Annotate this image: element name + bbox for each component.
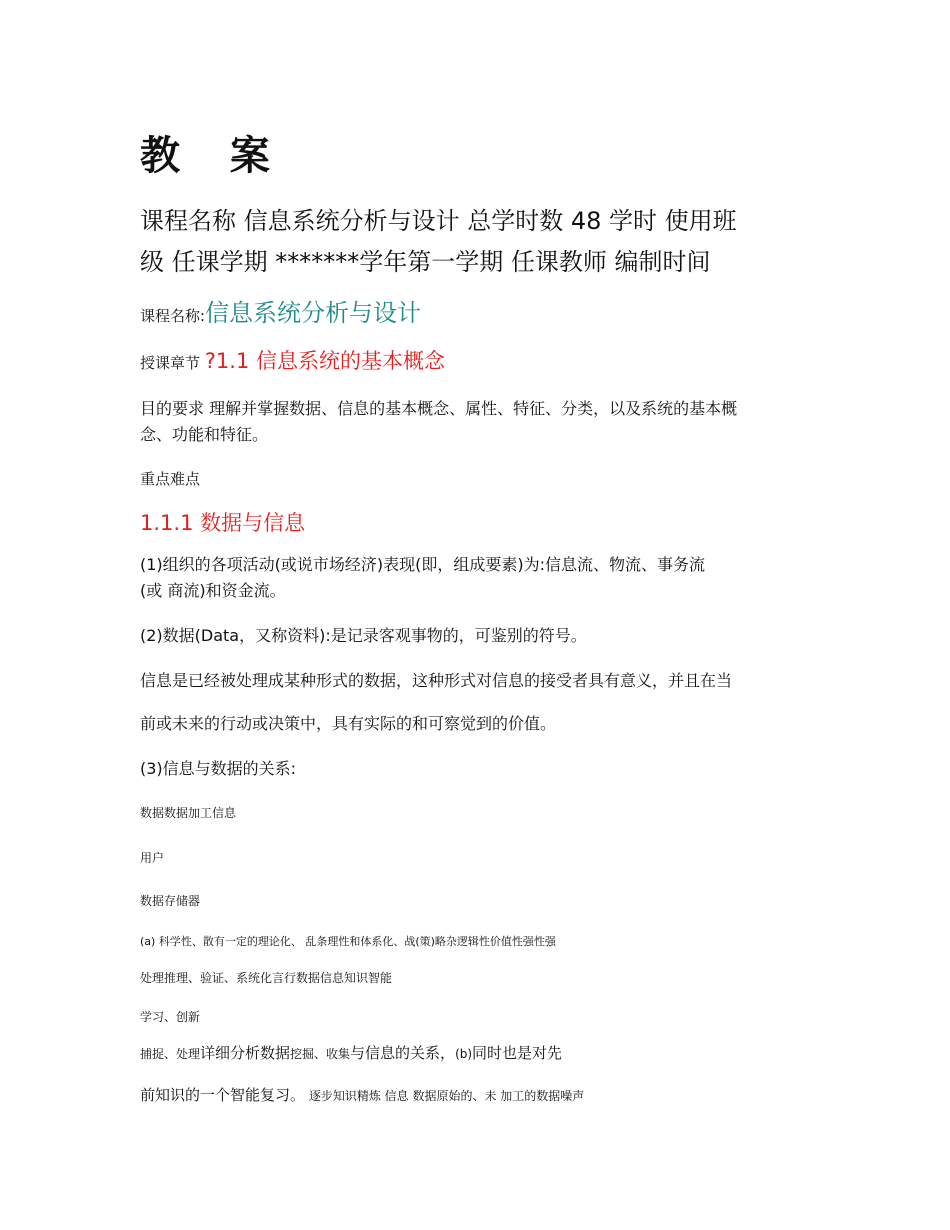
figure-text-6: 学习、创新 — [140, 1010, 201, 1024]
chapter-label: 授课章节 — [140, 354, 205, 372]
figure-text-3: 数据存储器 — [140, 894, 201, 908]
goal-line-2: 念、功能和特征。 — [140, 425, 269, 444]
key-points-heading: 重点难点 — [140, 470, 201, 488]
mixed-line-1 — [140, 1042, 562, 1064]
mixed-text-d: 与信息的关系， — [350, 1044, 456, 1062]
chapter-row — [140, 347, 445, 377]
mixed-text-a: 捕捉、处理 — [140, 1047, 201, 1061]
last-line-small: 逐步知识精炼 信息 数据原始的、未 加工的数据噪声 — [305, 1089, 585, 1103]
course-name-row — [140, 298, 421, 331]
paragraph-3-line-1: 信息是已经被处理成某种形式的数据，这种形式对信息的接受者具有意义，并且在当 — [140, 671, 733, 690]
paragraph-3-line-2: 前或未来的行动或决策中，具有实际的和可察觉到的价值。 — [140, 714, 557, 733]
last-line — [140, 1084, 584, 1106]
section-heading: 1.1.1 数据与信息 — [140, 511, 306, 535]
mixed-text-c: 挖掘、收集 — [290, 1047, 351, 1061]
subtitle-line-1: 课程名称 信息系统分析与设计 总学时数 48 学时 使用班 — [140, 207, 737, 235]
doc-title: 教 案 — [140, 133, 288, 179]
subtitle-line-2: 级 任课学期 *******学年第一学期 任课教师 编制时间 — [140, 248, 711, 276]
paragraph-4: (3)信息与数据的关系: — [140, 759, 297, 778]
figure-text-1: 数据数据加工信息 — [140, 806, 237, 820]
paragraph-1-line-2: (或 商流)和资金流。 — [140, 581, 286, 600]
course-name-value: 信息系统分析与设计 — [205, 299, 422, 327]
paragraph-1-line-1: (1)组织的各项活动(或说市场经济)表现(即，组成要素)为:信息流、物流、事务流 — [140, 555, 706, 574]
figure-text-5: 处理推理、验证、系统化言行数据信息知识智能 — [140, 971, 393, 985]
figure-text-2: 用户 — [140, 851, 165, 865]
goal-line-1: 目的要求 理解并掌握数据、信息的基本概念、属性、特征、分类，以及系统的基本概 — [140, 399, 738, 418]
mixed-text-e: (b) — [455, 1047, 473, 1061]
last-line-main: 前知识的一个智能复习。 — [140, 1086, 306, 1104]
paragraph-2: (2)数据(Data，又称资料):是记录客观事物的，可鉴别的符号。 — [140, 626, 587, 645]
figure-text-4: (a) 科学性、散有一定的理论化、 乱条理性和体系化、战(策)略杂逻辑性价值性强性强 — [140, 935, 556, 948]
chapter-value: ?1.1 信息系统的基本概念 — [204, 349, 445, 373]
course-name-label: 课程名称: — [140, 307, 206, 325]
mixed-text-b: 详细分析数据 — [200, 1044, 291, 1062]
mixed-text-f: 同时也是对先 — [472, 1044, 563, 1062]
